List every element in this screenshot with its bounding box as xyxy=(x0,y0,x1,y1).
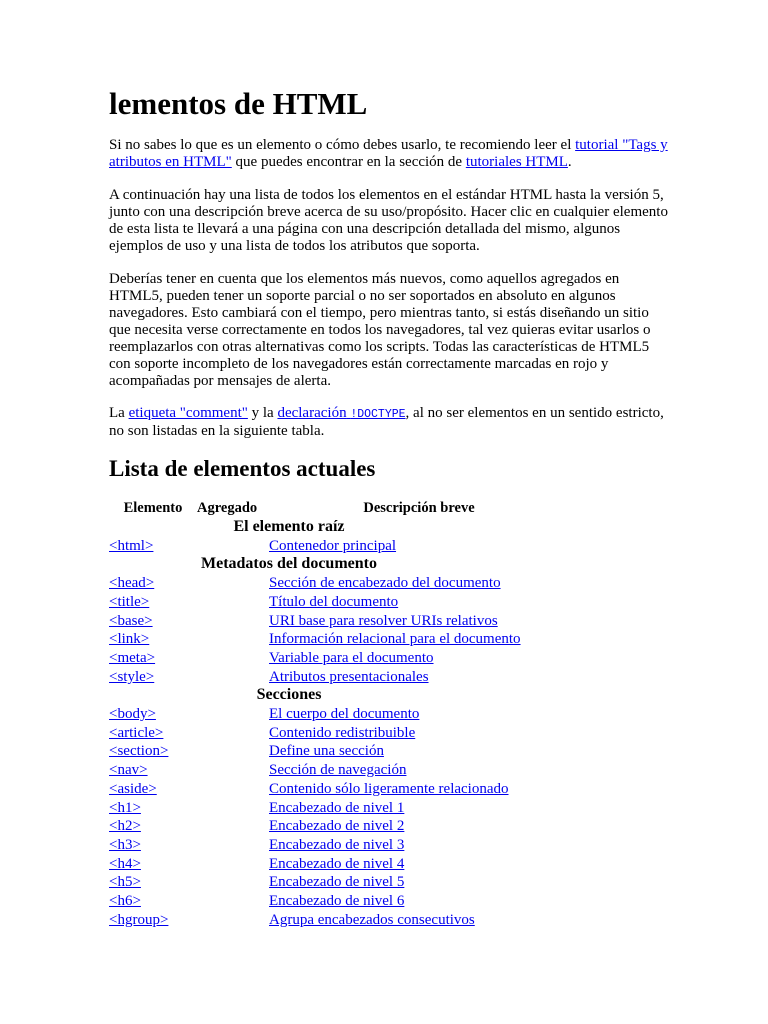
description-link[interactable]: Sección de encabezado del documento xyxy=(269,575,501,592)
element-link[interactable]: <html> xyxy=(109,537,154,554)
tutorials-html-link[interactable]: tutoriales HTML xyxy=(465,154,568,170)
doctype-code: !DOCTYPE xyxy=(350,408,406,421)
element-cell xyxy=(109,873,197,892)
added-cell xyxy=(197,612,269,631)
added-cell xyxy=(197,799,269,818)
element-link[interactable]: <head> xyxy=(109,575,155,592)
description-link[interactable]: Sección de navegación xyxy=(269,762,407,779)
added-cell xyxy=(197,873,269,892)
added-cell xyxy=(197,649,269,668)
page-title: lementos de HTML xyxy=(109,86,368,121)
table-row xyxy=(109,873,569,892)
table-row xyxy=(109,817,569,836)
added-cell xyxy=(197,761,269,780)
description-link[interactable]: Contenido redistribuible xyxy=(269,724,416,741)
element-cell xyxy=(109,630,197,649)
column-header-description: Descripción breve xyxy=(363,499,475,516)
description-link[interactable]: Información relacional para el documento xyxy=(269,631,521,648)
element-cell xyxy=(109,761,197,780)
table-row xyxy=(109,593,569,612)
element-cell xyxy=(109,574,197,593)
description-cell xyxy=(269,630,569,649)
exclusions-paragraph xyxy=(109,405,669,440)
table-row xyxy=(109,799,569,818)
doctype-link-label: declaración xyxy=(277,405,347,421)
table-row xyxy=(109,836,569,855)
description-cell xyxy=(269,761,569,780)
element-link[interactable]: <aside> xyxy=(109,780,157,797)
table-row xyxy=(109,612,569,631)
section-header-row xyxy=(109,518,569,537)
description-cell xyxy=(269,705,569,724)
intro-paragraph xyxy=(109,137,669,171)
description-cell xyxy=(269,799,569,818)
element-cell xyxy=(109,817,197,836)
list-description-paragraph: A continuación hay una lista de todos los elementos en el estándar HTML hasta la versión 5, junto con una descripción breve acerca de su uso/propósito. Hacer clic en cualquier elemento de esta lista te llevará a una página con una descripción detallada del mismo, algunos ejemplos de uso y una lista de todos los atributos que soporta. xyxy=(109,187,668,254)
doctype-declaration-link[interactable] xyxy=(277,405,405,421)
element-link[interactable]: <meta> xyxy=(109,649,156,666)
added-cell xyxy=(197,892,269,911)
table-row xyxy=(109,668,569,687)
table-row xyxy=(109,761,569,780)
added-cell xyxy=(197,574,269,593)
compatibility-paragraph: Deberías tener en cuenta que los elementos más nuevos, como aquellos agregados en HTML5, pueden tener un soporte parcial o no ser soportados en absoluto en algunos navegadores. Esto cambiará con el tiempo, pero mientras tanto, si estás diseñando un sitio que necesita verse correctamente en todos los navegadores, tal vez quieras evitar usarlos o reemplazarlos con otras alternativas como los scripts. Todas las características de HTML5 con soporte incompleto de los navegadores están correctamente marcadas en rojo y acompañadas por mensajes de alerta. xyxy=(109,271,651,389)
description-cell xyxy=(269,668,569,687)
element-link[interactable]: <h4> xyxy=(109,855,141,872)
description-link[interactable]: URI base para resolver URIs relativos xyxy=(269,612,498,629)
tutorial-tags-link[interactable]: tutorial "Tags y atributos en HTML" xyxy=(109,137,668,170)
table-row xyxy=(109,574,569,593)
column-header-added: Agregado xyxy=(197,499,258,516)
exclusions-text-after: , al no ser elementos en un sentido estricto, no son listadas en la siguiente tabla. xyxy=(109,405,664,439)
description-cell xyxy=(269,873,569,892)
description-link[interactable]: Encabezado de nivel 6 xyxy=(269,893,405,910)
element-link[interactable]: <body> xyxy=(109,706,156,723)
description-link[interactable]: Agrupa encabezados consecutivos xyxy=(269,911,475,928)
intro-text-before: Si no sabes lo que es un elemento o cómo debes usarlo, te recomiendo leer el xyxy=(109,137,576,153)
exclusions-text-middle: y la xyxy=(247,405,278,421)
added-cell xyxy=(197,836,269,855)
description-link[interactable]: Encabezado de nivel 3 xyxy=(269,836,405,853)
table-row xyxy=(109,855,569,874)
added-cell xyxy=(197,742,269,761)
section-title: Metadatos del documento xyxy=(201,555,377,573)
description-link[interactable]: Contenido sólo ligeramente relacionado xyxy=(269,780,509,797)
table-row xyxy=(109,780,569,799)
description-cell xyxy=(269,724,569,743)
description-cell xyxy=(269,574,569,593)
element-cell xyxy=(109,780,197,799)
element-link[interactable]: <title> xyxy=(109,593,150,610)
section-title: Secciones xyxy=(256,686,322,704)
description-link[interactable]: Atributos presentacionales xyxy=(269,668,429,685)
added-cell xyxy=(197,911,269,930)
description-link[interactable]: Encabezado de nivel 1 xyxy=(269,799,405,816)
comment-tag-link[interactable]: etiqueta "comment" xyxy=(128,405,248,421)
table-row xyxy=(109,742,569,761)
description-cell xyxy=(269,892,569,911)
element-link[interactable]: <hgroup> xyxy=(109,911,169,928)
element-cell xyxy=(109,593,197,612)
description-link[interactable]: Encabezado de nivel 2 xyxy=(269,818,405,835)
element-cell xyxy=(109,836,197,855)
description-link[interactable]: Define una sección xyxy=(269,743,384,760)
section-header-row xyxy=(109,686,569,705)
table-row xyxy=(109,649,569,668)
description-cell xyxy=(269,780,569,799)
description-cell xyxy=(269,649,569,668)
element-link[interactable]: <style> xyxy=(109,668,155,685)
description-cell xyxy=(269,911,569,930)
elements-table-body xyxy=(109,518,569,929)
description-cell xyxy=(269,855,569,874)
added-cell xyxy=(197,780,269,799)
element-cell xyxy=(109,799,197,818)
description-cell xyxy=(269,836,569,855)
description-link[interactable]: Contenedor principal xyxy=(269,537,397,554)
table-row xyxy=(109,724,569,743)
element-cell xyxy=(109,911,197,930)
intro-text-middle: que puedes encontrar en la sección de xyxy=(231,154,466,170)
added-cell xyxy=(197,724,269,743)
description-link[interactable]: Título del documento xyxy=(269,593,399,610)
table-row xyxy=(109,537,569,556)
description-cell xyxy=(269,817,569,836)
element-link[interactable]: <link> xyxy=(109,631,150,648)
element-cell xyxy=(109,742,197,761)
description-cell xyxy=(269,537,569,556)
description-cell xyxy=(269,742,569,761)
added-cell xyxy=(197,817,269,836)
table-row xyxy=(109,630,569,649)
element-cell xyxy=(109,705,197,724)
element-link[interactable]: <h1> xyxy=(109,799,141,816)
added-cell xyxy=(197,537,269,556)
description-cell xyxy=(269,593,569,612)
added-cell xyxy=(197,593,269,612)
element-cell xyxy=(109,892,197,911)
element-cell xyxy=(109,537,197,556)
section-header-row xyxy=(109,555,569,574)
added-cell xyxy=(197,630,269,649)
description-link[interactable]: El cuerpo del documento xyxy=(269,706,420,723)
element-link[interactable]: <h6> xyxy=(109,893,141,910)
element-link[interactable]: <article> xyxy=(109,724,164,741)
table-row xyxy=(109,911,569,930)
list-heading: Lista de elementos actuales xyxy=(109,456,376,481)
element-link[interactable]: <h2> xyxy=(109,818,141,835)
section-title: El elemento raíz xyxy=(233,518,345,535)
element-cell xyxy=(109,668,197,687)
element-cell xyxy=(109,855,197,874)
description-cell xyxy=(269,612,569,631)
description-link[interactable]: Encabezado de nivel 5 xyxy=(269,874,405,891)
description-link[interactable]: Encabezado de nivel 4 xyxy=(269,855,405,872)
added-cell xyxy=(197,855,269,874)
table-row xyxy=(109,892,569,911)
added-cell xyxy=(197,705,269,724)
intro-text-after: . xyxy=(567,154,572,170)
table-row xyxy=(109,705,569,724)
description-link[interactable]: Variable para el documento xyxy=(269,649,434,666)
element-link[interactable]: <h5> xyxy=(109,874,141,891)
element-cell xyxy=(109,612,197,631)
column-header-element: Elemento xyxy=(123,499,183,516)
added-cell xyxy=(197,668,269,687)
exclusions-text-before: La xyxy=(109,405,129,421)
table-header-row xyxy=(109,498,569,518)
elements-table xyxy=(109,498,569,929)
element-cell xyxy=(109,724,197,743)
element-link[interactable]: <base> xyxy=(109,612,153,629)
element-link[interactable]: <h3> xyxy=(109,836,141,853)
element-cell xyxy=(109,649,197,668)
element-link[interactable]: <section> xyxy=(109,743,169,760)
element-link[interactable]: <nav> xyxy=(109,762,148,779)
